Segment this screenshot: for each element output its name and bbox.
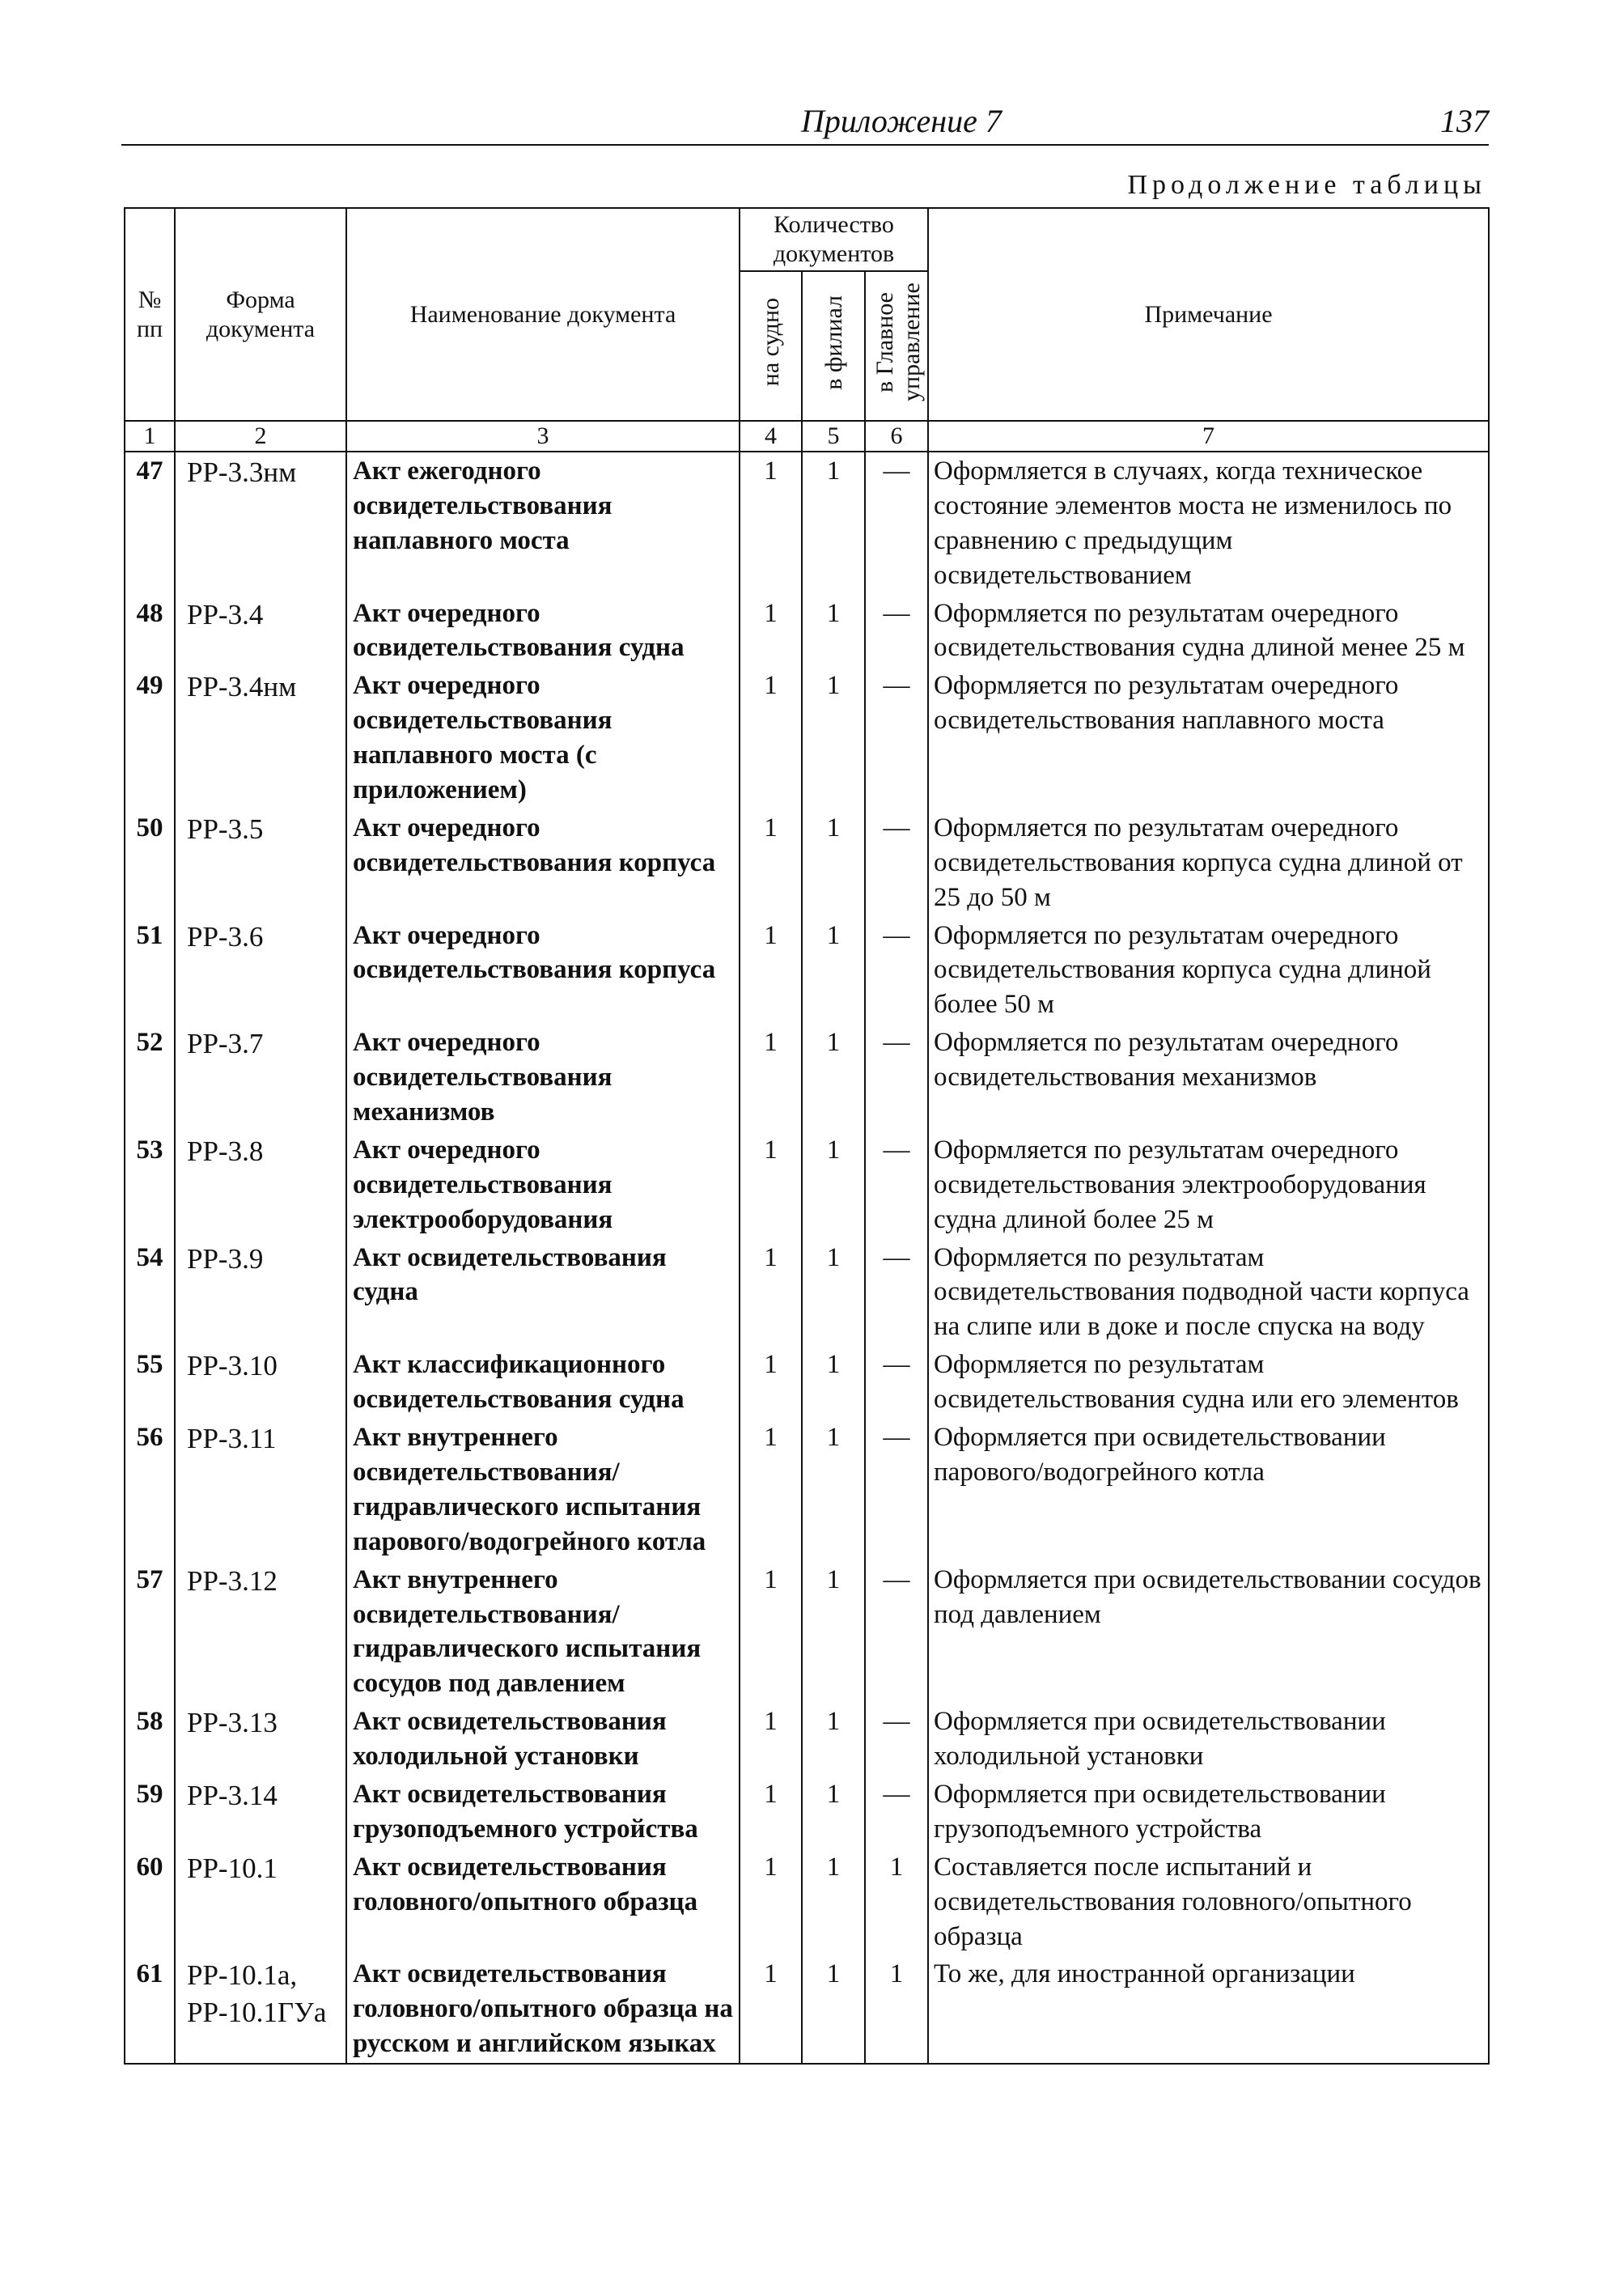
document-name: Акт внутреннего освидетельствования/ гидравлического испытания сосудов под давлением xyxy=(346,1561,740,1704)
qty-branch: 1 xyxy=(802,452,865,595)
column-number: 7 xyxy=(928,421,1489,452)
header-q-branch: в филиал xyxy=(802,271,865,421)
document-name: Акт очередного освидетельствования наплавного моста (с приложением) xyxy=(346,667,740,809)
document-name: Акт освидетельствования головного/опытного образца на русском и английском языках xyxy=(346,1955,740,2064)
qty-main-office: — xyxy=(865,1776,928,1848)
table-row xyxy=(125,1131,1489,1239)
qty-branch: 1 xyxy=(802,1776,865,1848)
table-row xyxy=(125,917,1489,1025)
form-code: РР-3.3нм xyxy=(175,452,346,595)
document-name: Акт освидетельствования судна xyxy=(346,1239,740,1347)
table-row xyxy=(125,1346,1489,1419)
qty-main-office: — xyxy=(865,452,928,595)
row-number: 59 xyxy=(125,1776,175,1848)
row-number: 52 xyxy=(125,1024,175,1131)
form-code: РР-3.11 xyxy=(175,1419,346,1561)
row-number: 53 xyxy=(125,1131,175,1239)
qty-branch: 1 xyxy=(802,1561,865,1704)
qty-vessel: 1 xyxy=(740,809,802,917)
qty-vessel: 1 xyxy=(740,1131,802,1239)
document-name: Акт очередного освидетельствования судна xyxy=(346,595,740,668)
qty-branch: 1 xyxy=(802,1024,865,1131)
qty-branch: 1 xyxy=(802,667,865,809)
table-row xyxy=(125,1776,1489,1848)
qty-main-office: — xyxy=(865,1131,928,1239)
qty-vessel: 1 xyxy=(740,1561,802,1704)
qty-main-office: — xyxy=(865,1703,928,1776)
qty-main-office: 1 xyxy=(865,1848,928,1956)
qty-branch: 1 xyxy=(802,1346,865,1419)
row-number: 48 xyxy=(125,595,175,668)
header-q-vessel: на судно xyxy=(740,271,802,421)
note-text: Оформляется в случаях, когда техническое состояние элементов моста не изменилось по сравнению с предыдущим освидетельствованием xyxy=(928,452,1489,595)
qty-main-office: — xyxy=(865,809,928,917)
column-number: 2 xyxy=(175,421,346,452)
qty-vessel: 1 xyxy=(740,1239,802,1347)
form-code: РР-3.13 xyxy=(175,1703,346,1776)
qty-main-office: — xyxy=(865,667,928,809)
row-number: 47 xyxy=(125,452,175,595)
qty-main-office: — xyxy=(865,1239,928,1347)
qty-branch: 1 xyxy=(802,1131,865,1239)
document-name: Акт освидетельствования холодильной установки xyxy=(346,1703,740,1776)
note-text: Оформляется при освидетельствовании грузоподъемного устройства xyxy=(928,1776,1489,1848)
note-text: Оформляется по результатам очередного освидетельствования механизмов xyxy=(928,1024,1489,1131)
note-text: Оформляется при освидетельствовании парового/водогрейного котла xyxy=(928,1419,1489,1561)
qty-main-office: — xyxy=(865,917,928,1025)
row-number: 61 xyxy=(125,1955,175,2064)
qty-branch: 1 xyxy=(802,1239,865,1347)
column-number: 1 xyxy=(125,421,175,452)
document-name: Акт внутреннего освидетельствования/ гидравлического испытания парового/водогрейного котла xyxy=(346,1419,740,1561)
table-row xyxy=(125,452,1489,595)
document-name: Акт ежегодного освидетельствования наплавного моста xyxy=(346,452,740,595)
qty-branch: 1 xyxy=(802,1703,865,1776)
note-text: Оформляется по результатам очередного освидетельствования электрооборудования судна длиной более 25 м xyxy=(928,1131,1489,1239)
header-form: Форма документа xyxy=(175,208,346,421)
qty-vessel: 1 xyxy=(740,1848,802,1956)
qty-vessel: 1 xyxy=(740,595,802,668)
form-code: РР-3.7 xyxy=(175,1024,346,1131)
qty-branch: 1 xyxy=(802,595,865,668)
qty-vessel: 1 xyxy=(740,1955,802,2064)
form-code: РР-3.10 xyxy=(175,1346,346,1419)
table-row xyxy=(125,667,1489,809)
qty-vessel: 1 xyxy=(740,1776,802,1848)
form-code: РР-3.4нм xyxy=(175,667,346,809)
qty-main-office: — xyxy=(865,595,928,668)
running-head xyxy=(121,102,1489,146)
note-text: Оформляется по результатам освидетельствования подводной части корпуса на слипе или в доке и после спуска на воду xyxy=(928,1239,1489,1347)
row-number: 57 xyxy=(125,1561,175,1704)
document-name: Акт очередного освидетельствования корпуса xyxy=(346,809,740,917)
qty-main-office: — xyxy=(865,1561,928,1704)
header-num: № пп xyxy=(125,208,175,421)
column-number: 5 xyxy=(802,421,865,452)
table-row xyxy=(125,809,1489,917)
document-name: Акт классификационного освидетельствования судна xyxy=(346,1346,740,1419)
qty-branch: 1 xyxy=(802,1419,865,1561)
row-number: 51 xyxy=(125,917,175,1025)
table-row xyxy=(125,595,1489,668)
row-number: 55 xyxy=(125,1346,175,1419)
form-code: РР-3.4 xyxy=(175,595,346,668)
note-text: Оформляется по результатам очередного освидетельствования корпуса судна длиной более 50 м xyxy=(928,917,1489,1025)
table-row xyxy=(125,1419,1489,1561)
note-text: Оформляется по результатам очередного освидетельствования корпуса судна длиной от 25 до 50 м xyxy=(928,809,1489,917)
document-name: Акт очередного освидетельствования электрооборудования xyxy=(346,1131,740,1239)
documents-table xyxy=(124,207,1490,2065)
row-number: 50 xyxy=(125,809,175,917)
header-q-main: в Главное управление xyxy=(865,271,928,421)
form-code: РР-3.14 xyxy=(175,1776,346,1848)
row-number: 56 xyxy=(125,1419,175,1561)
qty-vessel: 1 xyxy=(740,1024,802,1131)
note-text: Оформляется при освидетельствовании холодильной установки xyxy=(928,1703,1489,1776)
qty-vessel: 1 xyxy=(740,1419,802,1561)
document-name: Акт очередного освидетельствования корпуса xyxy=(346,917,740,1025)
qty-branch: 1 xyxy=(802,1955,865,2064)
table-row xyxy=(125,1955,1489,2064)
qty-branch: 1 xyxy=(802,1848,865,1956)
table-body xyxy=(125,452,1489,2064)
qty-vessel: 1 xyxy=(740,917,802,1025)
column-number: 6 xyxy=(865,421,928,452)
column-number: 4 xyxy=(740,421,802,452)
table-continuation-label: Продолжение таблицы xyxy=(1127,170,1486,200)
note-text: Оформляется по результатам очередного освидетельствования наплавного моста xyxy=(928,667,1489,809)
note-text: Оформляется по результатам очередного освидетельствования судна длиной менее 25 м xyxy=(928,595,1489,668)
qty-vessel: 1 xyxy=(740,667,802,809)
table-row xyxy=(125,1024,1489,1131)
document-name: Акт освидетельствования грузоподъемного устройства xyxy=(346,1776,740,1848)
header-note: Примечание xyxy=(928,208,1489,421)
page-number: 137 xyxy=(1440,103,1489,139)
column-number: 3 xyxy=(346,421,740,452)
document-name: Акт очередного освидетельствования механизмов xyxy=(346,1024,740,1131)
form-code: РР-3.8 xyxy=(175,1131,346,1239)
note-text: Составляется после испытаний и освидетельствования головного/опытного образца xyxy=(928,1848,1489,1956)
row-number: 60 xyxy=(125,1848,175,1956)
qty-main-office: 1 xyxy=(865,1955,928,2064)
header-name: Наименование документа xyxy=(346,208,740,421)
qty-vessel: 1 xyxy=(740,452,802,595)
qty-vessel: 1 xyxy=(740,1703,802,1776)
note-text: Оформляется по результатам освидетельствования судна или его элементов xyxy=(928,1346,1489,1419)
row-number: 54 xyxy=(125,1239,175,1347)
form-code: РР-3.12 xyxy=(175,1561,346,1704)
document-name: Акт освидетельствования головного/опытного образца xyxy=(346,1848,740,1956)
qty-vessel: 1 xyxy=(740,1346,802,1419)
table-row xyxy=(125,1239,1489,1347)
form-code: РР-3.9 xyxy=(175,1239,346,1347)
form-code: РР-10.1 xyxy=(175,1848,346,1956)
table-row xyxy=(125,1848,1489,1956)
qty-branch: 1 xyxy=(802,809,865,917)
column-number-row xyxy=(125,421,1489,452)
row-number: 49 xyxy=(125,667,175,809)
form-code: РР-10.1а, РР-10.1ГУа xyxy=(175,1955,346,2064)
qty-main-office: — xyxy=(865,1346,928,1419)
table-row xyxy=(125,1561,1489,1704)
qty-main-office: — xyxy=(865,1024,928,1131)
qty-branch: 1 xyxy=(802,917,865,1025)
running-title: Приложение 7 xyxy=(801,103,1002,139)
header-quantity: Количество документов xyxy=(740,208,928,271)
note-text: Оформляется при освидетельствовании сосудов под давлением xyxy=(928,1561,1489,1704)
note-text: То же, для иностранной организации xyxy=(928,1955,1489,2064)
form-code: РР-3.6 xyxy=(175,917,346,1025)
form-code: РР-3.5 xyxy=(175,809,346,917)
row-number: 58 xyxy=(125,1703,175,1776)
table-row xyxy=(125,1703,1489,1776)
qty-main-office: — xyxy=(865,1419,928,1561)
